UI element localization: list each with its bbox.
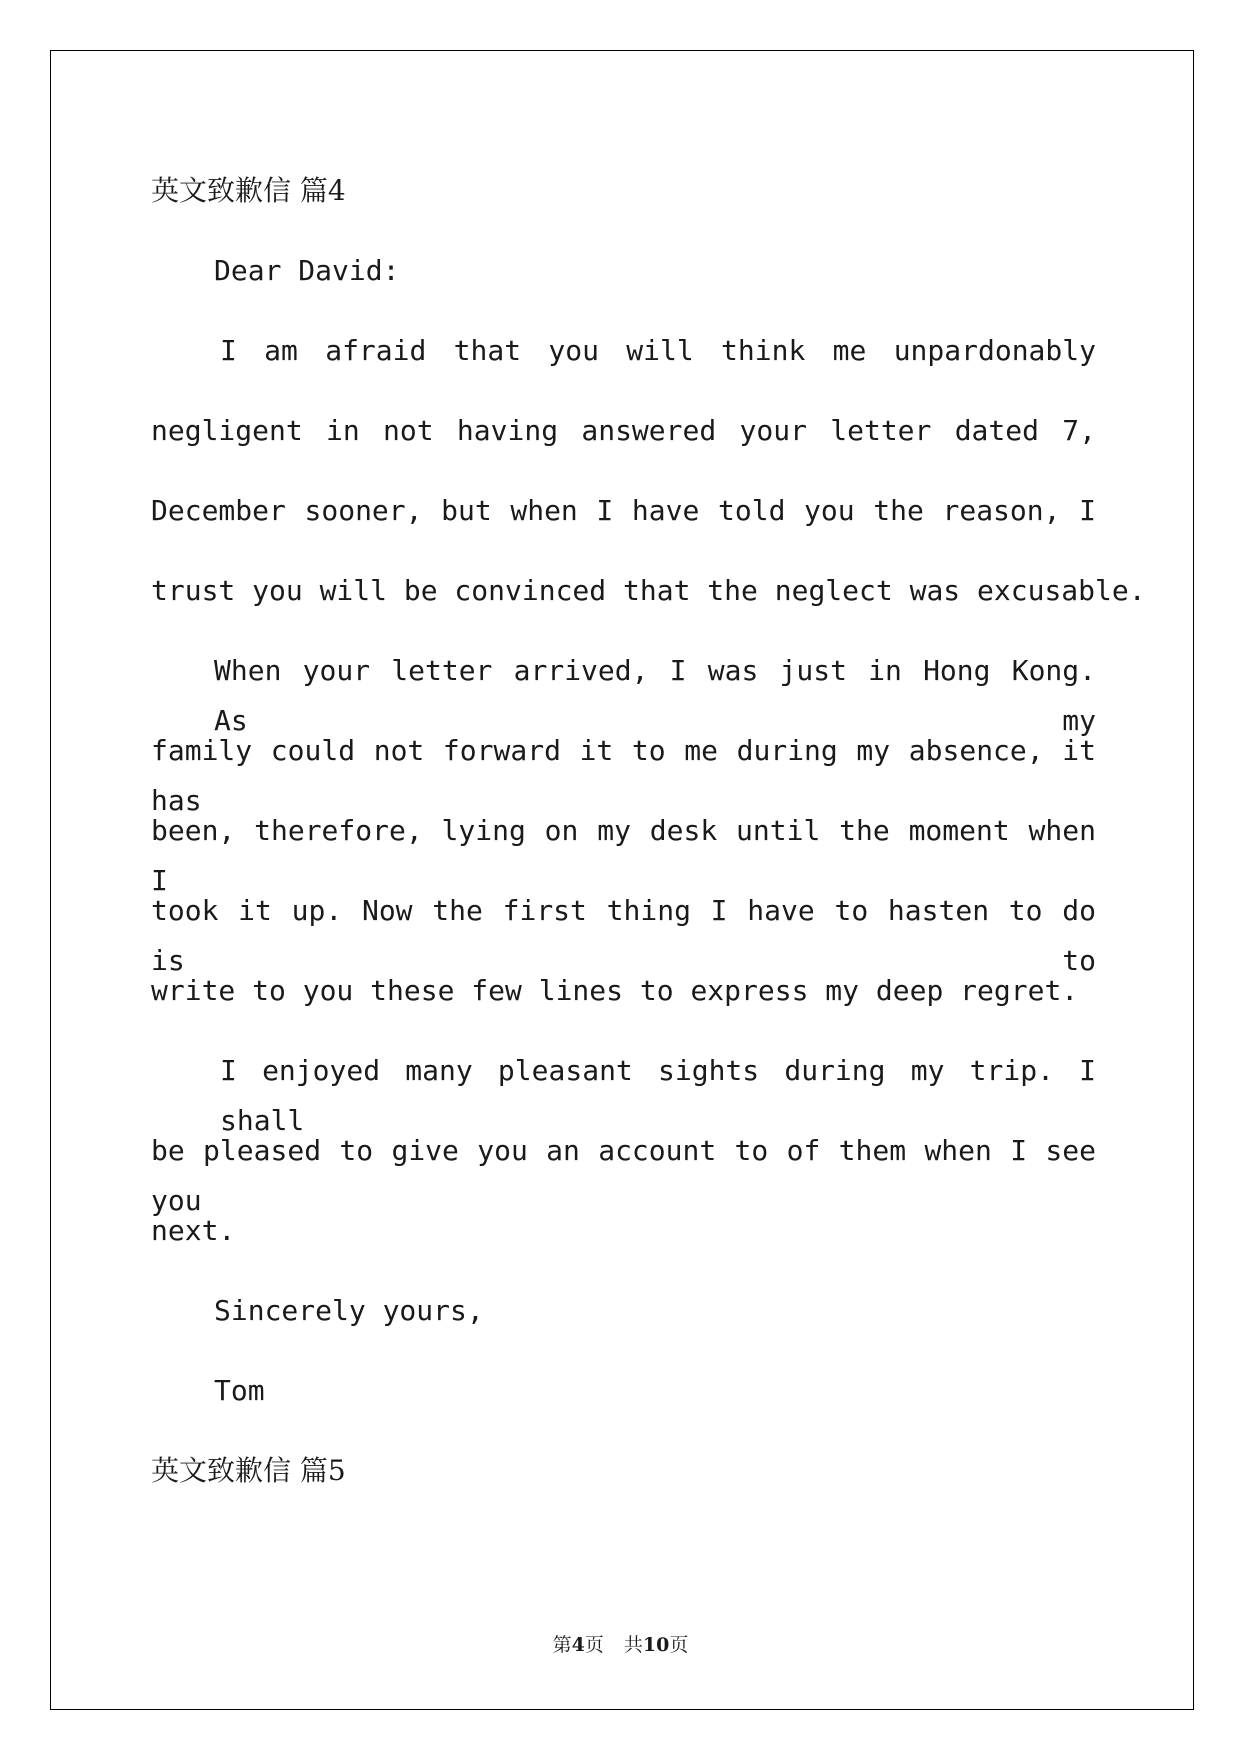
paragraph-2-line-4: took it up. Now the first thing I have to hasten to do is to	[151, 894, 1096, 977]
salutation: Dear David:	[214, 254, 400, 287]
paragraph-2-line-5: write to you these few lines to express my deep regret.	[151, 974, 1079, 1007]
paragraph-3-line-2: be pleased to give you an account to of them when I see you	[151, 1134, 1096, 1217]
page-number: 4	[571, 1634, 585, 1656]
page-prefix: 第	[552, 1634, 572, 1656]
total-prefix: 共	[623, 1634, 643, 1656]
paragraph-2-line-1: When your letter arrived, I was just in Hong Kong. As my	[214, 654, 1096, 737]
paragraph-1-line-2: negligent in not having answered your letter dated 7,	[151, 414, 1096, 447]
total-pages: 10	[642, 1634, 670, 1656]
signature: Tom	[214, 1374, 265, 1407]
paragraph-2-line-3: been, therefore, lying on my desk until the moment when I	[151, 814, 1096, 897]
paragraph-2-line-2: family could not forward it to me during my absence, it has	[151, 734, 1096, 817]
closing: Sincerely yours,	[214, 1294, 484, 1327]
paragraph-3-line-3: next.	[151, 1214, 236, 1247]
section-heading-5: 英文致歉信 篇5	[151, 1454, 346, 1487]
total-suffix: 页	[669, 1634, 689, 1656]
paragraph-3-line-1: I enjoyed many pleasant sights during my trip. I shall	[220, 1054, 1096, 1137]
section-heading-4: 英文致歉信 篇4	[151, 174, 346, 207]
paragraph-1-line-1: I am afraid that you will think me unpardonably	[220, 334, 1096, 367]
paragraph-1-line-3: December sooner, but when I have told you the reason, I	[151, 494, 1096, 527]
paragraph-1-line-4: trust you will be convinced that the neglect was excusable.	[151, 574, 1146, 607]
page-suffix: 页	[584, 1634, 604, 1656]
page-footer	[0, 1630, 1241, 1660]
